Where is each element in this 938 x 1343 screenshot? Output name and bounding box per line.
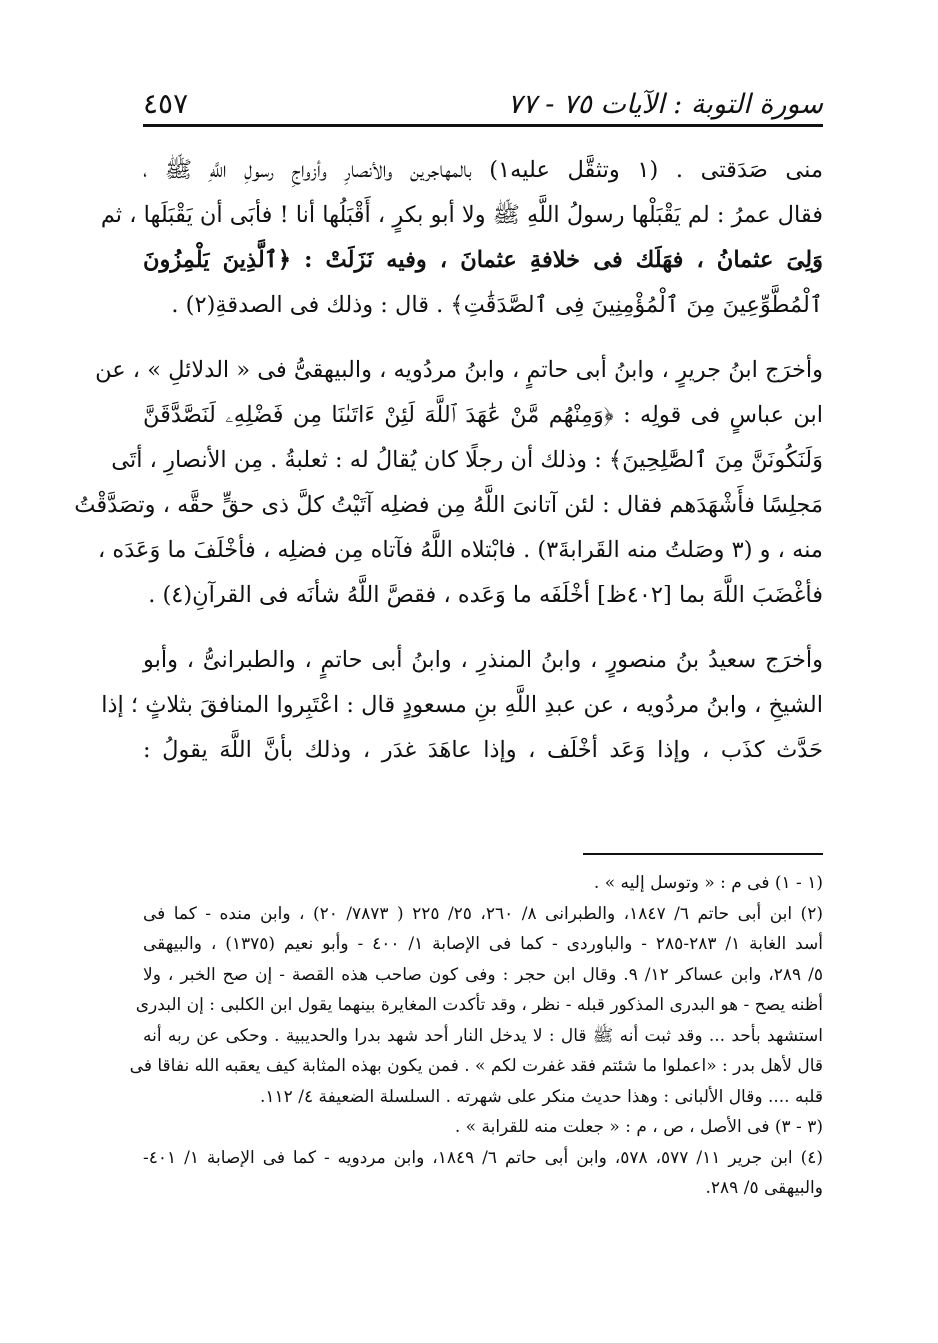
footnote-line: قال لأهل بدر : «اعملوا ما شئتم فقد غفرت لكم » . فمن يكون بهذه المثابة كيف يعقبه الله نفاقا فى [129,1056,823,1076]
text-line: وَلِىَ عثمانُ ، فهَلَك فى خلافةِ عثمانَ ، وفيه نَزَلَتْ : ﴿ٱلَّذِينَ يَلْمِزُونَ [143,247,823,273]
footnote-separator [583,853,823,855]
footnote-line: (٢) ابن أبى حاتم ٦/ ١٨٤٧، والطبرانى ٨/ ٢٦٠، ٢٥/ ٢٢٥ ( ٧٨٧٣/ ٢٠) ، وابن منده - كما فى [143,903,823,924]
footnotes [129,868,824,1204]
running-title: سورة التوبة : الآيات ٧٥ - ٧٧ [507,89,823,120]
footnote-line: (٣ - ٣) فى الأصل ، ص ، م : « جعلت منه للقرابة » . [454,1117,823,1137]
text-line: منى صَدَقتى . (١ وتثقَّل عليه١) بالمهاجرين والأنصارِ وأزواجِ رسولِ اللَّهِ ﷺ ، [143,157,823,183]
footnote-line: ٥/ ٢٨٩، وابن عساكر ١٢/ ٩. وقال ابن حجر : وفى كون صاحب هذه القصة - إن صح الخبر ، ولا [143,964,824,985]
text-line: الشيخِ ، وابنُ مردُويه ، عن عبدِ اللَّهِ بنِ مسعودٍ قال : اعْتَبِروا المنافقَ بثلاثٍ ؛ إذا [101,692,823,718]
footnote-line: استشهد بأحد ... وقد ثبت أنه ﷺ قال : لا يدخل النار أحد شهد بدرا والحديبية . وحكى عن ربه أنه [143,1025,823,1046]
page-number: ٤٥٧ [143,87,189,120]
text-line: فقال عمرُ : لم يَقْبَلْها رسولُ اللَّهِ ﷺ ولا أبو بكرٍ ، أَقْبَلُها أنا ! فأبَى أن يَقْبَلَها ، ثم [100,202,823,228]
text-line: وأخرَج سعيدُ بنُ منصورٍ ، وابنُ المنذرِ ، وابنُ أبى حاتمٍ ، والطبرانىُّ ، وأبو [143,647,823,673]
footnote-line: قلبه .... وقال الألبانى : وهذا حديث منكر على شهرته . السلسلة الضعيفة ٤/ ١١٢. [260,1086,823,1107]
text-line: وأخرَج ابنُ جريرٍ ، وابنُ أبى حاتمٍ ، وابنُ مردُويه ، والبيهقىُّ فى « الدلائلِ » ، عن [95,357,823,383]
text-line: منه ، و (٣ وصَلتُ منه القَرابةَ٣) . فابْتلاه اللَّهُ فآتاه مِن فضلِه ، فأخْلَفَ ما وَعَدَه ، [98,537,823,563]
paragraph-2 [74,348,823,618]
text-line: حَدَّث كذَب ، وإذا وَعَد أخْلَف ، وإذا عاهَدَ غدَر ، وذلك بأنَّ اللَّهَ يقولُ : [143,737,823,763]
text-line: ابن عباسٍ فى قولِه : ﴿وَمِنْهُم مَّنْ عَٰهَدَ ٱللَّهَ لَئِنْ ءَاتَىٰنَا مِن فَضْلِهِۦ لَنَصَّدَّقَنَّ [143,402,823,428]
footnote-line: (١ - ١) فى م : « وتوسل إليه » . [593,873,823,893]
page-header [143,74,823,120]
text-line: فأغْضَبَ اللَّهَ بما [٤٠٢ظ] أخْلَفَه ما وَعَده ، فقصَّ اللَّهُ شأنَه فى القرآنِ(٤) . [148,582,823,608]
text-line: ٱلْمُطَّوِّعِينَ مِنَ ٱلْمُؤْمِنِينَ فِى ٱلصَّدَقَٰتِ﴾ . قال : وذلك فى الصدقةِ(٢) . [171,292,823,318]
footnote-line: أسد الغابة ١/ ٢٨٣-٢٨٥ - والباوردى - كما فى الإصابة ١/ ٤٠٠ - وأبو نعيم (١٣٧٥) ، والبيهقى [143,934,823,954]
paragraph-1 [100,148,823,328]
main-text [74,148,823,773]
paragraph-gap [143,328,823,348]
footnote-line: (٤) ابن جرير ١١/ ٥٧٧، ٥٧٨، وابن أبى حاتم ٦/ ١٨٤٩، وابن مردويه - كما فى الإصابة ١/ ٤٠١- [143,1147,823,1168]
text-line: مَجلِسًا فأَشْهَدَهم فقال : لئن آتانىَ اللَّهُ مِن فضلِه آتَيْتُ كلَّ ذى حقٍّ حقَّه ، وتصَدَّقْتُ [74,492,823,518]
paragraph-gap [143,618,823,638]
paragraph-3 [101,638,823,773]
footnote-line: والبيهقى ٥/ ٢٨٩. [705,1178,823,1198]
text-line: وَلَنَكُونَنَّ مِنَ ٱلصَّٰلِحِينَ﴾ : وذلك أن رجلًا كان يُقالُ له : ثعلبةُ . مِن الأنصارِ ، أتَى [111,447,823,473]
footnote-line: أظنه يصح - هو البدرى المذكور قبله - نظر ، وقد تأكدت المغايرة بينهما يقول ابن الكلبى : إن البدرى [135,995,823,1015]
header-rule [143,124,823,127]
